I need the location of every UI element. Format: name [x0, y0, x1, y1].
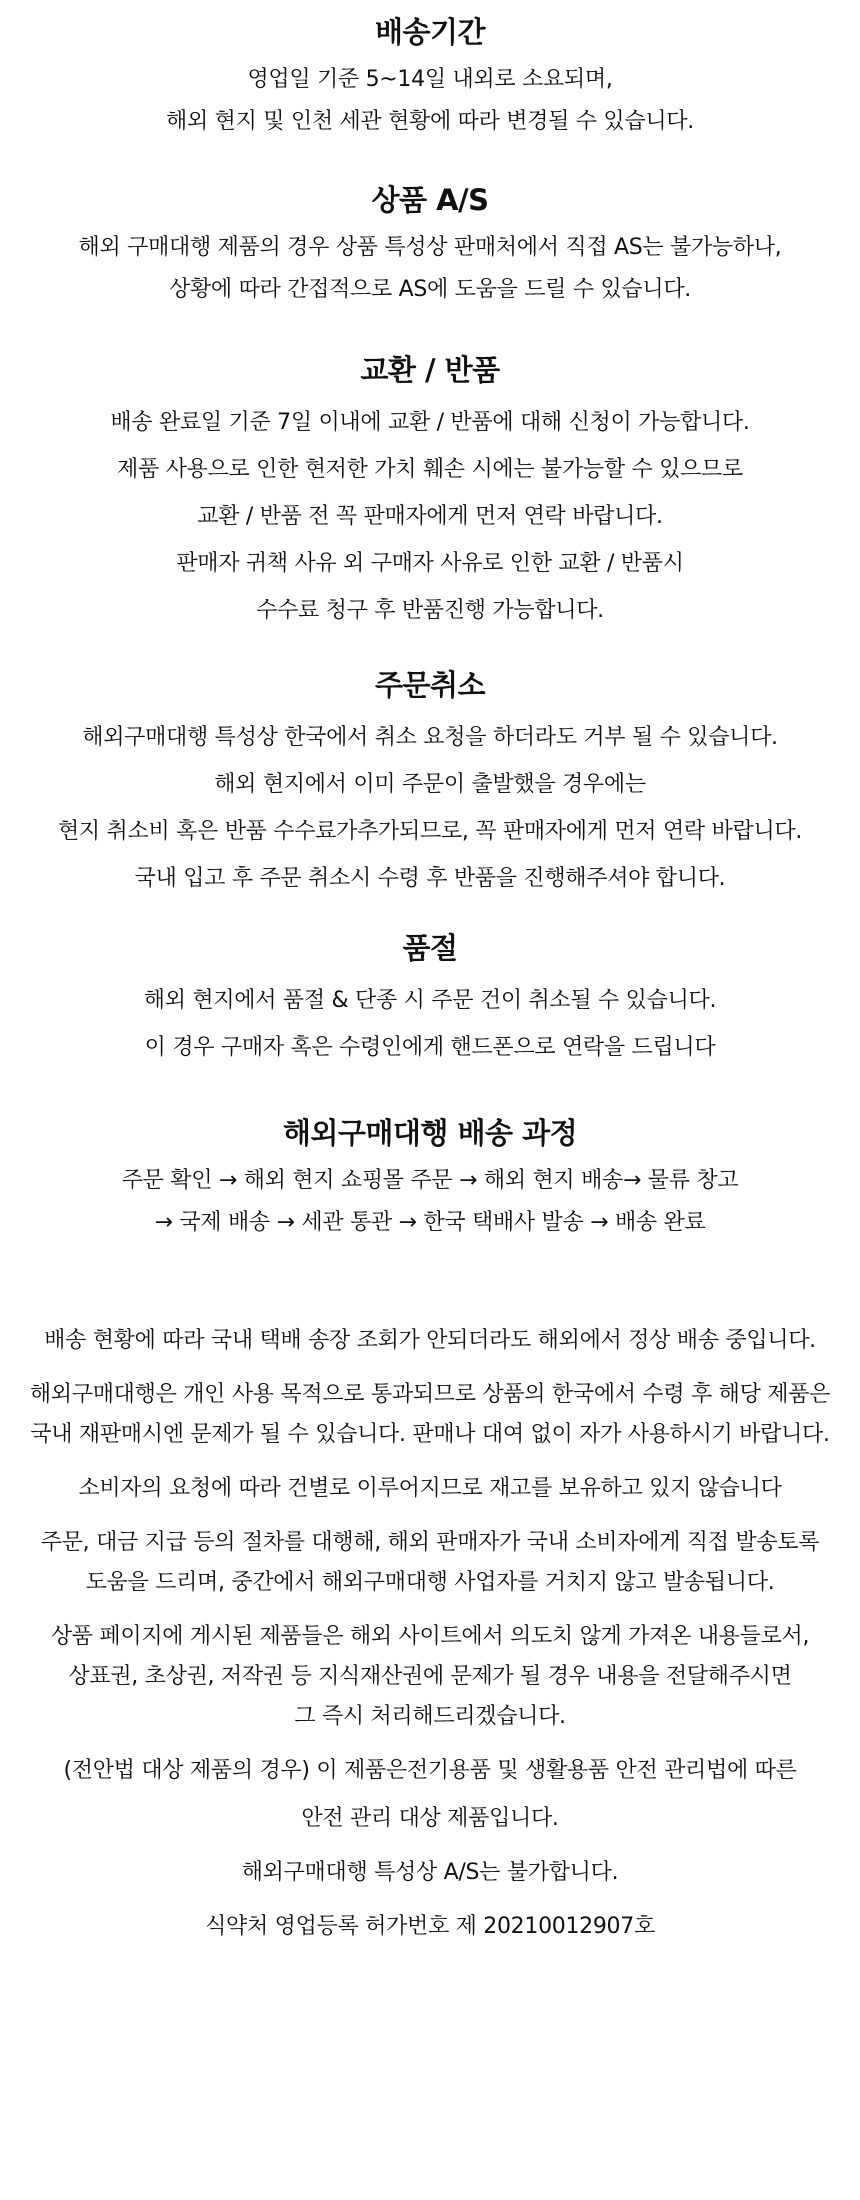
exchange-return-section: [0, 350, 860, 625]
notice-line: 소비자의 요청에 따라 건별로 이루어지므로 재고를 보유하고 있지 않습니다: [78, 1476, 782, 1501]
sold-out-heading: 품절: [402, 931, 458, 965]
notice-line: 식약처 영업등록 허가번호 제 20210012907호: [205, 1914, 655, 1939]
notice-paragraph: [0, 1913, 860, 1941]
product-as-line: 상황에 따라 간접적으로 AS에 도움을 드릴 수 있습니다.: [169, 277, 691, 302]
notice-line: 안전 관리 대상 제품입니다.: [301, 1806, 559, 1831]
order-cancel-line: 해외구매대행 특성상 한국에서 취소 요청을 하더라도 거부 될 수 있습니다.: [82, 725, 778, 750]
delivery-period-line: 영업일 기준 5~14일 내외로 소요되며,: [247, 67, 613, 92]
sold-out-section: [0, 928, 860, 1062]
notice-line: 해외구매대행 특성상 A/S는 불가합니다.: [241, 1860, 619, 1885]
delivery-period-section: [0, 12, 860, 136]
shipping-process-line: 주문 확인 → 해외 현지 쇼핑몰 주문 → 해외 현지 배송→ 물류 창고: [121, 1168, 739, 1193]
notice-paragraph: [0, 1327, 860, 1355]
product-as-heading: 상품 A/S: [371, 183, 489, 217]
notice-line: (전안법 대상 제품의 경우) 이 제품은전기용품 및 생활용품 안전 관리법에 따른: [63, 1758, 797, 1783]
notice-line: 상표권, 초상권, 저작권 등 지식재산권에 문제가 될 경우 내용을 전달해주시면: [68, 1664, 792, 1689]
notices-section: [0, 1315, 860, 1967]
notice-line: 국내 재판매시엔 문제가 될 수 있습니다. 판매나 대여 없이 자가 사용하시기 바랍니다.: [30, 1422, 830, 1447]
exchange-return-heading: 교환 / 반품: [360, 353, 500, 387]
shipping-process-section: [0, 1113, 860, 1237]
notice-paragraph: [0, 1623, 860, 1731]
order-cancel-heading: 주문취소: [374, 668, 486, 702]
exchange-return-line: 판매자 귀책 사유 외 구매자 사유로 인한 교환 / 반품시: [176, 551, 684, 576]
notice-line: 상품 페이지에 게시된 제품들은 해외 사이트에서 의도치 않게 가져온 내용들로서,: [50, 1624, 810, 1649]
notice-paragraph: [0, 1381, 860, 1449]
shipping-process-line: → 국제 배송 → 세관 통관 → 한국 택배사 발송 → 배송 완료: [154, 1210, 706, 1235]
notice-line: 배송 현황에 따라 국내 택배 송장 조회가 안되더라도 해외에서 정상 배송 중입니다.: [44, 1328, 816, 1353]
order-cancel-section: [0, 665, 860, 893]
delivery-period-heading: 배송기간: [374, 15, 486, 49]
delivery-period-line: 해외 현지 및 인천 세관 현황에 따라 변경될 수 있습니다.: [166, 109, 694, 134]
order-cancel-line: 국내 입고 후 주문 취소시 수령 후 반품을 진행해주셔야 합니다.: [134, 866, 726, 891]
exchange-return-line: 교환 / 반품 전 꼭 판매자에게 먼저 연락 바랍니다.: [197, 504, 663, 529]
sold-out-line: 이 경우 구매자 혹은 수령인에게 핸드폰으로 연락을 드립니다: [144, 1035, 716, 1060]
notice-line: 도움을 드리며, 중간에서 해외구매대행 사업자를 거치지 않고 발송됩니다.: [85, 1570, 775, 1595]
notice-line: 주문, 대금 지급 등의 절차를 대행해, 해외 판매자가 국내 소비자에게 직접 발송토록: [40, 1530, 820, 1555]
exchange-return-line: 배송 완료일 기준 7일 이내에 교환 / 반품에 대해 신청이 가능합니다.: [110, 410, 750, 435]
product-as-section: [0, 180, 860, 304]
exchange-return-line: 제품 사용으로 인한 현저한 가치 훼손 시에는 불가능할 수 있으므로: [117, 457, 743, 482]
notice-line: 그 즉시 처리해드리겠습니다.: [294, 1704, 566, 1729]
notice-paragraph: [0, 1529, 860, 1597]
notice-line: 해외구매대행은 개인 사용 목적으로 통과되므로 상품의 한국에서 수령 후 해당 제품은: [29, 1382, 831, 1407]
order-cancel-line: 해외 현지에서 이미 주문이 출발했을 경우에는: [214, 772, 646, 797]
order-cancel-line: 현지 취소비 혹은 반품 수수료가추가되므로, 꼭 판매자에게 먼저 연락 바랍니다.: [57, 819, 803, 844]
sold-out-line: 해외 현지에서 품절 & 단종 시 주문 건이 취소될 수 있습니다.: [143, 988, 717, 1013]
notice-paragraph: [0, 1757, 860, 1833]
product-as-line: 해외 구매대행 제품의 경우 상품 특성상 판매처에서 직접 AS는 불가능하나,: [78, 235, 782, 260]
shipping-process-heading: 해외구매대행 배송 과정: [282, 1116, 578, 1150]
notice-paragraph: [0, 1475, 860, 1503]
notice-paragraph: [0, 1859, 860, 1887]
exchange-return-line: 수수료 청구 후 반품진행 가능합니다.: [256, 598, 604, 623]
